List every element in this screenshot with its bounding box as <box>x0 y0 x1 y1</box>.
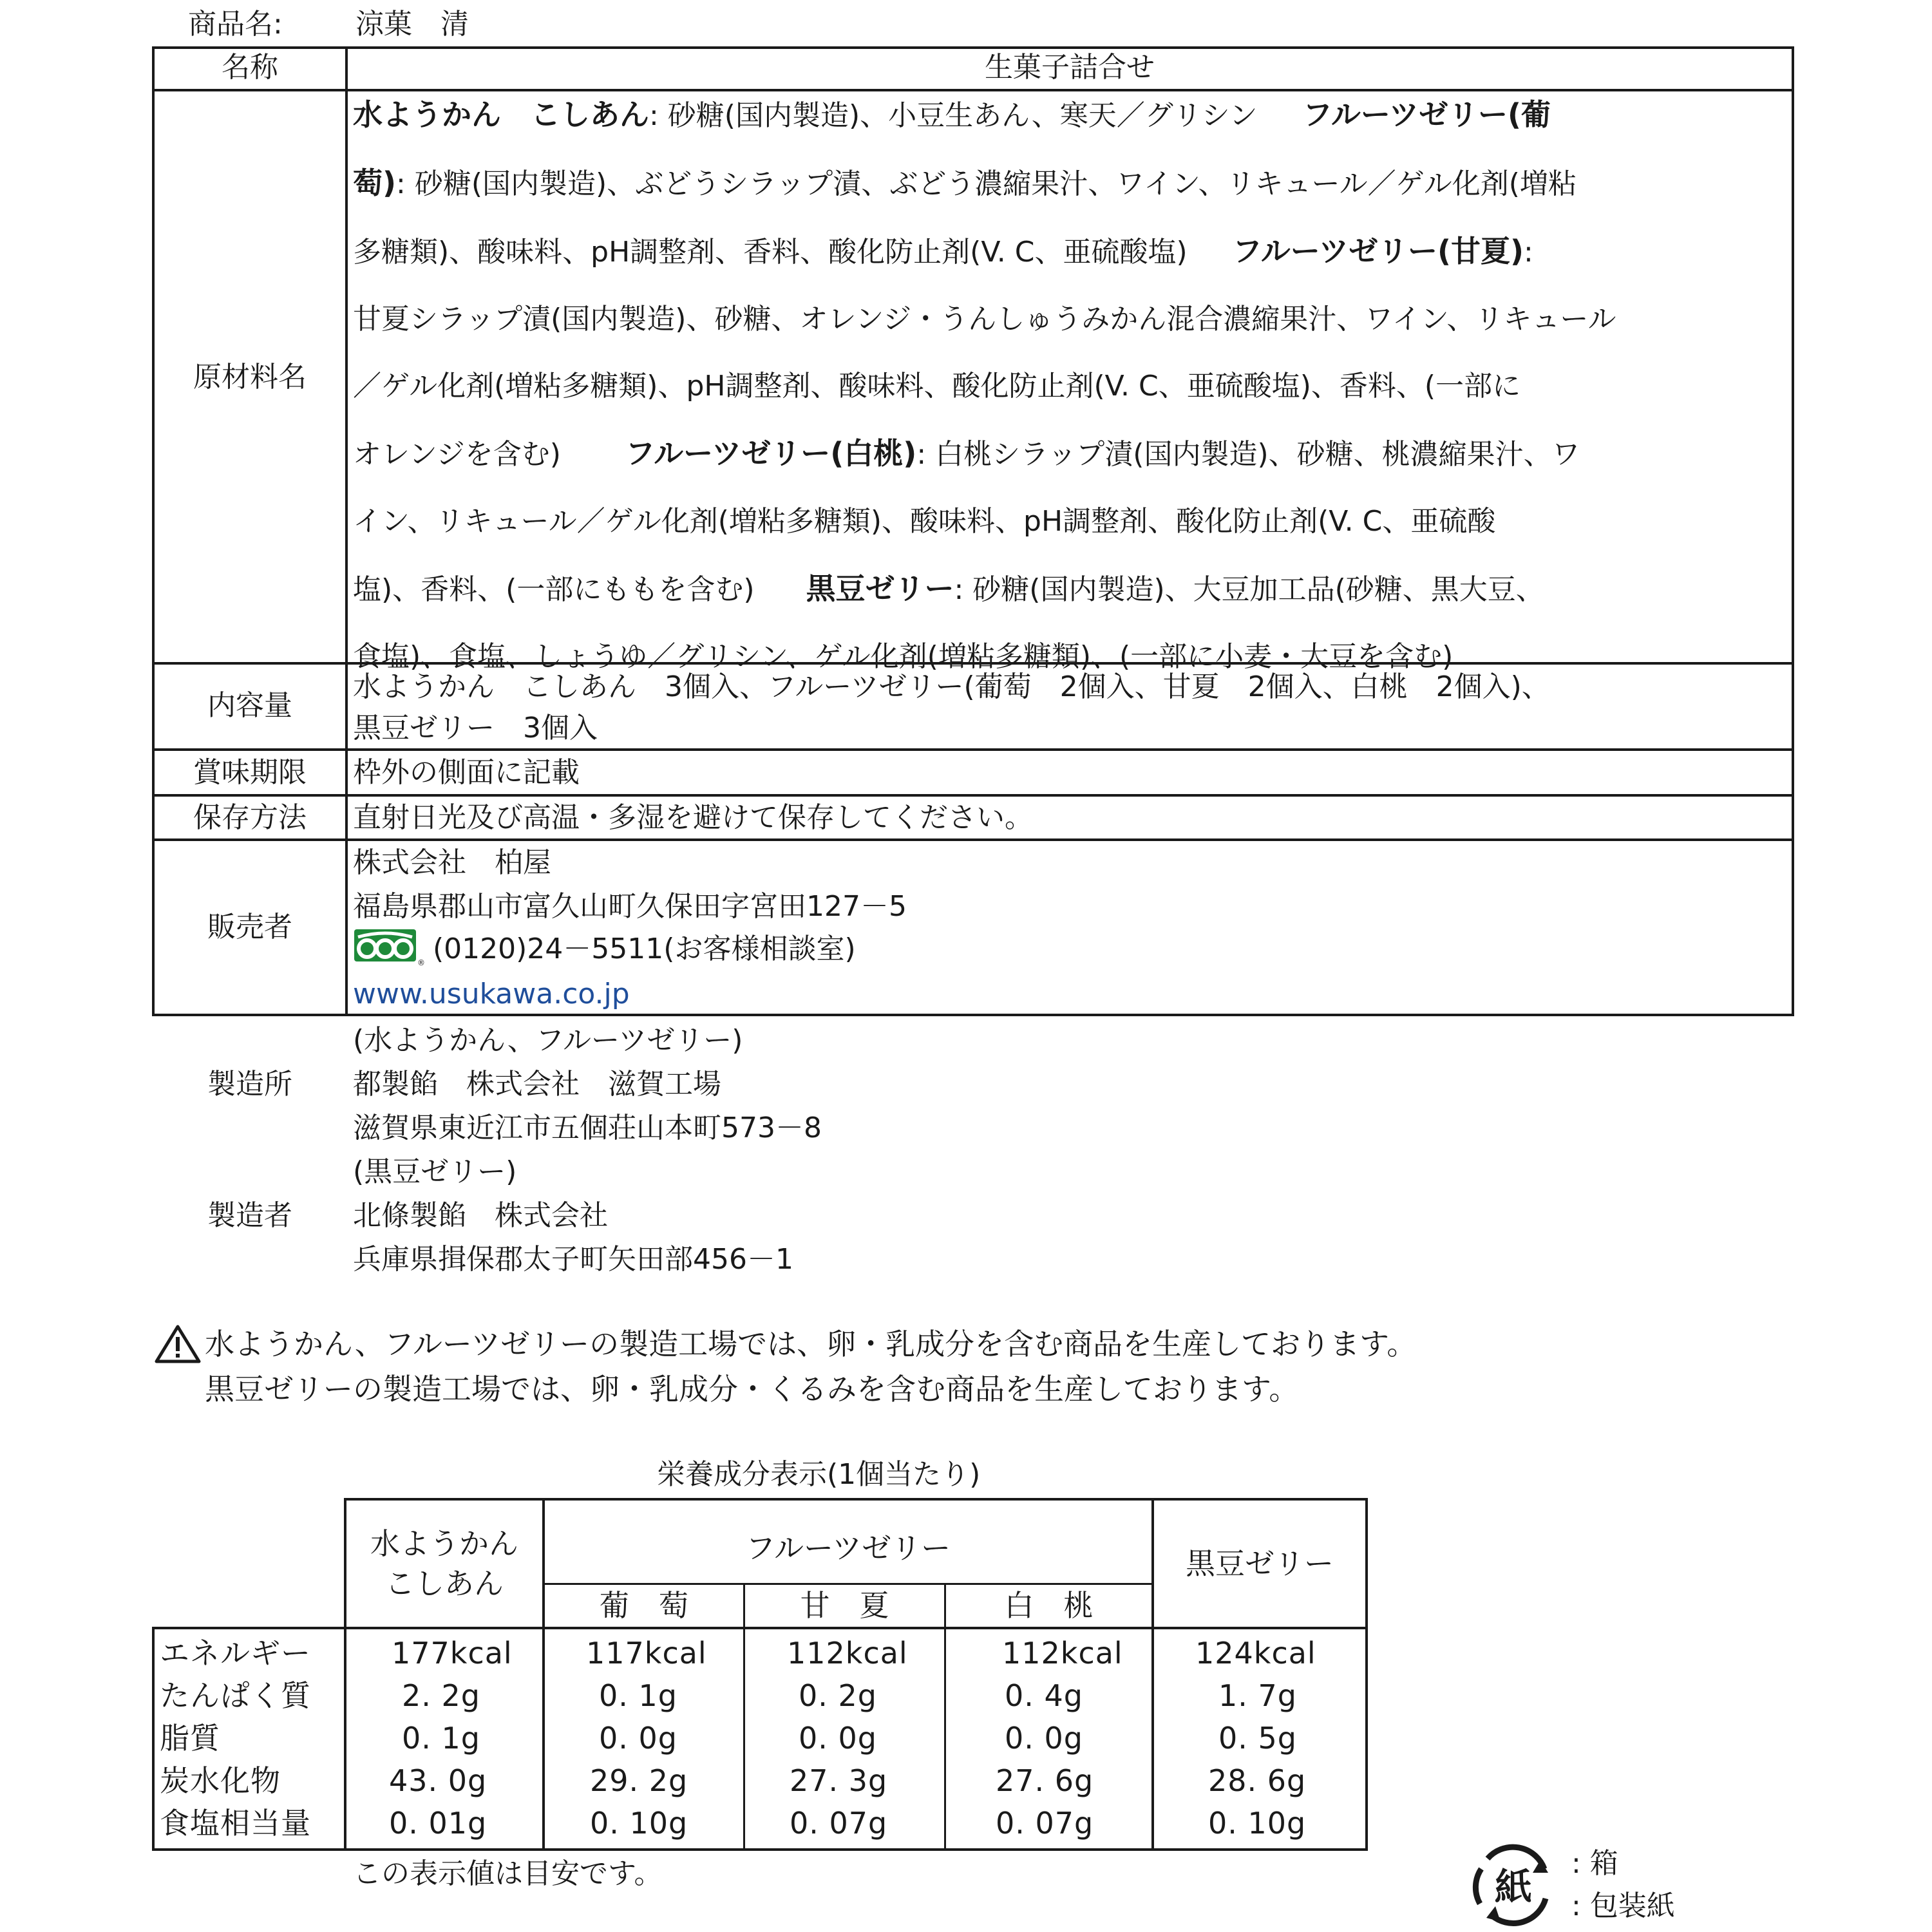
nutrition-title: 栄養成分表示(1個当たり) <box>657 1458 981 1491</box>
expiry-value: 枠外の側面に記載 <box>353 756 580 789</box>
cell-carb-budo: 29. 2g <box>590 1763 688 1798</box>
cell-salt-budo: 0. 10g <box>590 1806 688 1841</box>
product-name-value: 涼菓 清 <box>355 8 469 41</box>
seller-company: 株式会社 柏屋 <box>353 846 551 879</box>
cell-carb-yokan: 43. 0g <box>389 1763 488 1798</box>
cell-salt-amanatsu: 0. 07g <box>790 1806 888 1841</box>
cell-salt-yokan: 0. 01g <box>389 1806 488 1841</box>
factory-note: (水ようかん、フルーツゼリー) <box>353 1024 743 1057</box>
divider <box>1365 1498 1368 1851</box>
col-header-yokan: 水ようかん <box>370 1526 518 1561</box>
ingredient-heading-budo: フルーツゼリー(葡 <box>1302 97 1551 132</box>
ingredient-heading-kuromame: 黒豆ゼリー <box>806 571 954 606</box>
col-header-budo: 葡 萄 <box>600 1588 688 1623</box>
cell-energy-yokan: 177kcal <box>392 1636 513 1671</box>
seller-label: 販売者 <box>207 911 292 943</box>
registered-mark: ® <box>417 958 425 967</box>
factory-label: 製造所 <box>207 1068 292 1101</box>
cell-energy-kuromame: 124kcal <box>1195 1636 1316 1671</box>
cell-fat-yokan: 0. 1g <box>402 1721 480 1756</box>
cell-salt-kuromame: 0. 10g <box>1208 1806 1307 1841</box>
col-header-hakuto: 白 桃 <box>1004 1588 1094 1623</box>
divider <box>152 1848 1368 1851</box>
cell-protein-amanatsu: 0. 2g <box>799 1678 877 1713</box>
recycle-item-wrapper: : 包装紙 <box>1571 1889 1675 1922</box>
row-label-energy: エネルギー <box>160 1636 311 1671</box>
recycle-item-box: : 箱 <box>1571 1847 1618 1880</box>
warning-line-1: 水ようかん、フルーツゼリーの製造工場では、卵・乳成分を含む商品を生産しております。 <box>205 1327 1417 1361</box>
name-label: 名称 <box>222 51 278 84</box>
name-value: 生菓子詰合せ <box>985 51 1155 84</box>
maker-address: 兵庫県揖保郡太子町矢田部456－1 <box>353 1243 793 1276</box>
factory-address: 滋賀県東近江市五個荘山本町573－8 <box>353 1112 822 1144</box>
col-header-amanatsu: 甘 夏 <box>800 1588 889 1623</box>
cell-salt-hakuto: 0. 07g <box>996 1806 1094 1841</box>
cell-fat-budo: 0. 0g <box>599 1721 677 1756</box>
product-name-row <box>188 5 469 44</box>
cell-energy-budo: 117kcal <box>586 1636 707 1671</box>
contents-line-1: 水ようかん こしあん 3個入、フルーツゼリー(葡萄 2個入、甘夏 2個入、白桃 2個入)、 <box>353 670 1550 703</box>
nutrition-note: この表示値は目安です。 <box>353 1857 663 1890</box>
warning-line-2: 黒豆ゼリーの製造工場では、卵・乳成分・くるみを含む商品を生産しております。 <box>205 1372 1299 1406</box>
storage-label: 保存方法 <box>193 801 307 834</box>
divider <box>345 46 348 1016</box>
cell-energy-amanatsu: 112kcal <box>787 1636 908 1671</box>
divider <box>152 1627 155 1851</box>
row-label-protein: たんぱく質 <box>160 1678 311 1713</box>
cell-protein-budo: 0. 1g <box>599 1678 677 1713</box>
paper-mark-char: 紙 <box>1494 1865 1533 1909</box>
divider <box>152 1627 1368 1629</box>
ingredients-text: 水ようかん こしあん: 砂糖(国内製造)、小豆生あん、寒天／グリシン フルーツゼリー(葡 萄): 砂糖(国内製造)、ぶどうシラップ漬、ぶどう濃縮果汁、ワイン、リキュール／ゲル化剤(増粘 多糖類)、酸味料、pH調整剤、香料、酸化防止剤(V. C、亜硫酸塩) フルーツゼリー(甘夏): 甘夏シラップ漬(国内製造)、砂糖、オレンジ・うんしゅうみかん混合濃縮果汁、ワイン、リキュール ／ゲル化剤(増粘多糖類)、pH調整剤、酸味料、酸化防止剤(V. C、亜硫酸塩)、香料、(一部に オレンジを含む) フルーツゼリー(白桃): 白桃シラップ漬(国内製造)、砂糖、桃濃縮果汁、ワ イン、リキュール／ゲル化剤(増粘多糖類)、酸味料、pH調整剤、酸化防止剤(V. C、亜硫酸 塩)、香料、(一部にももを含む) 黒豆ゼリー: 砂糖(国内製造)、大豆加工品(砂糖、黒大豆、 食塩)、食塩、しょうゆ／グリシン、ゲル化剤(増粘多糖類)、(一部に小麦・大豆を含む) <box>353 97 1616 673</box>
ingredient-heading-yokan: 水ようかん こしあん <box>353 97 649 132</box>
product-name-label: 商品名: <box>188 8 283 41</box>
storage-value: 直射日光及び高温・多湿を避けて保存してください。 <box>353 801 1033 834</box>
maker-name: 北條製餡 株式会社 <box>353 1199 608 1232</box>
ingredient-heading-hakuto: フルーツゼリー(白桃) <box>625 436 917 471</box>
row-label-fat: 脂質 <box>160 1721 220 1756</box>
row-label-salt: 食塩相当量 <box>160 1806 311 1841</box>
maker-note: (黒豆ゼリー) <box>353 1155 517 1188</box>
paper-recycle-icon <box>1468 1843 1558 1927</box>
contents-label: 内容量 <box>207 689 292 722</box>
cell-carb-amanatsu: 27. 3g <box>790 1763 888 1798</box>
warning-icon <box>155 1324 201 1364</box>
cell-carb-kuromame: 28. 6g <box>1208 1763 1307 1798</box>
col-header-kuromame: 黒豆ゼリー <box>1186 1546 1334 1581</box>
contents-line-2: 黒豆ゼリー 3個入 <box>353 712 598 744</box>
cell-fat-kuromame: 0. 5g <box>1218 1721 1297 1756</box>
col-header-yokan-sub: こしあん <box>385 1566 504 1601</box>
cell-protein-hakuto: 0. 4g <box>1005 1678 1083 1713</box>
cell-carb-hakuto: 27. 6g <box>996 1763 1094 1798</box>
cell-protein-yokan: 2. 2g <box>402 1678 480 1713</box>
factory-name: 都製餡 株式会社 滋賀工場 <box>353 1068 721 1101</box>
maker-label: 製造者 <box>207 1199 292 1232</box>
ingredient-heading-amanatsu: フルーツゼリー(甘夏) <box>1232 234 1524 269</box>
expiry-label: 賞味期限 <box>193 756 307 789</box>
seller-address: 福島県郡山市富久山町久保田字宮田127－5 <box>353 890 907 923</box>
row-label-carbohydrate: 炭水化物 <box>160 1763 281 1798</box>
ingredients-label: 原材料名 <box>193 361 307 393</box>
col-header-fruit: フルーツゼリー <box>745 1531 951 1566</box>
cell-protein-kuromame: 1. 7g <box>1218 1678 1297 1713</box>
free-dial-icon <box>353 928 424 967</box>
seller-phone: (0120)24－5511(お客様相談室) <box>433 933 856 965</box>
cell-energy-hakuto: 112kcal <box>1002 1636 1123 1671</box>
divider <box>344 1498 1368 1501</box>
seller-url[interactable]: www.usukawa.co.jp <box>353 978 630 1010</box>
cell-fat-hakuto: 0. 0g <box>1005 1721 1083 1756</box>
cell-fat-amanatsu: 0. 0g <box>799 1721 877 1756</box>
